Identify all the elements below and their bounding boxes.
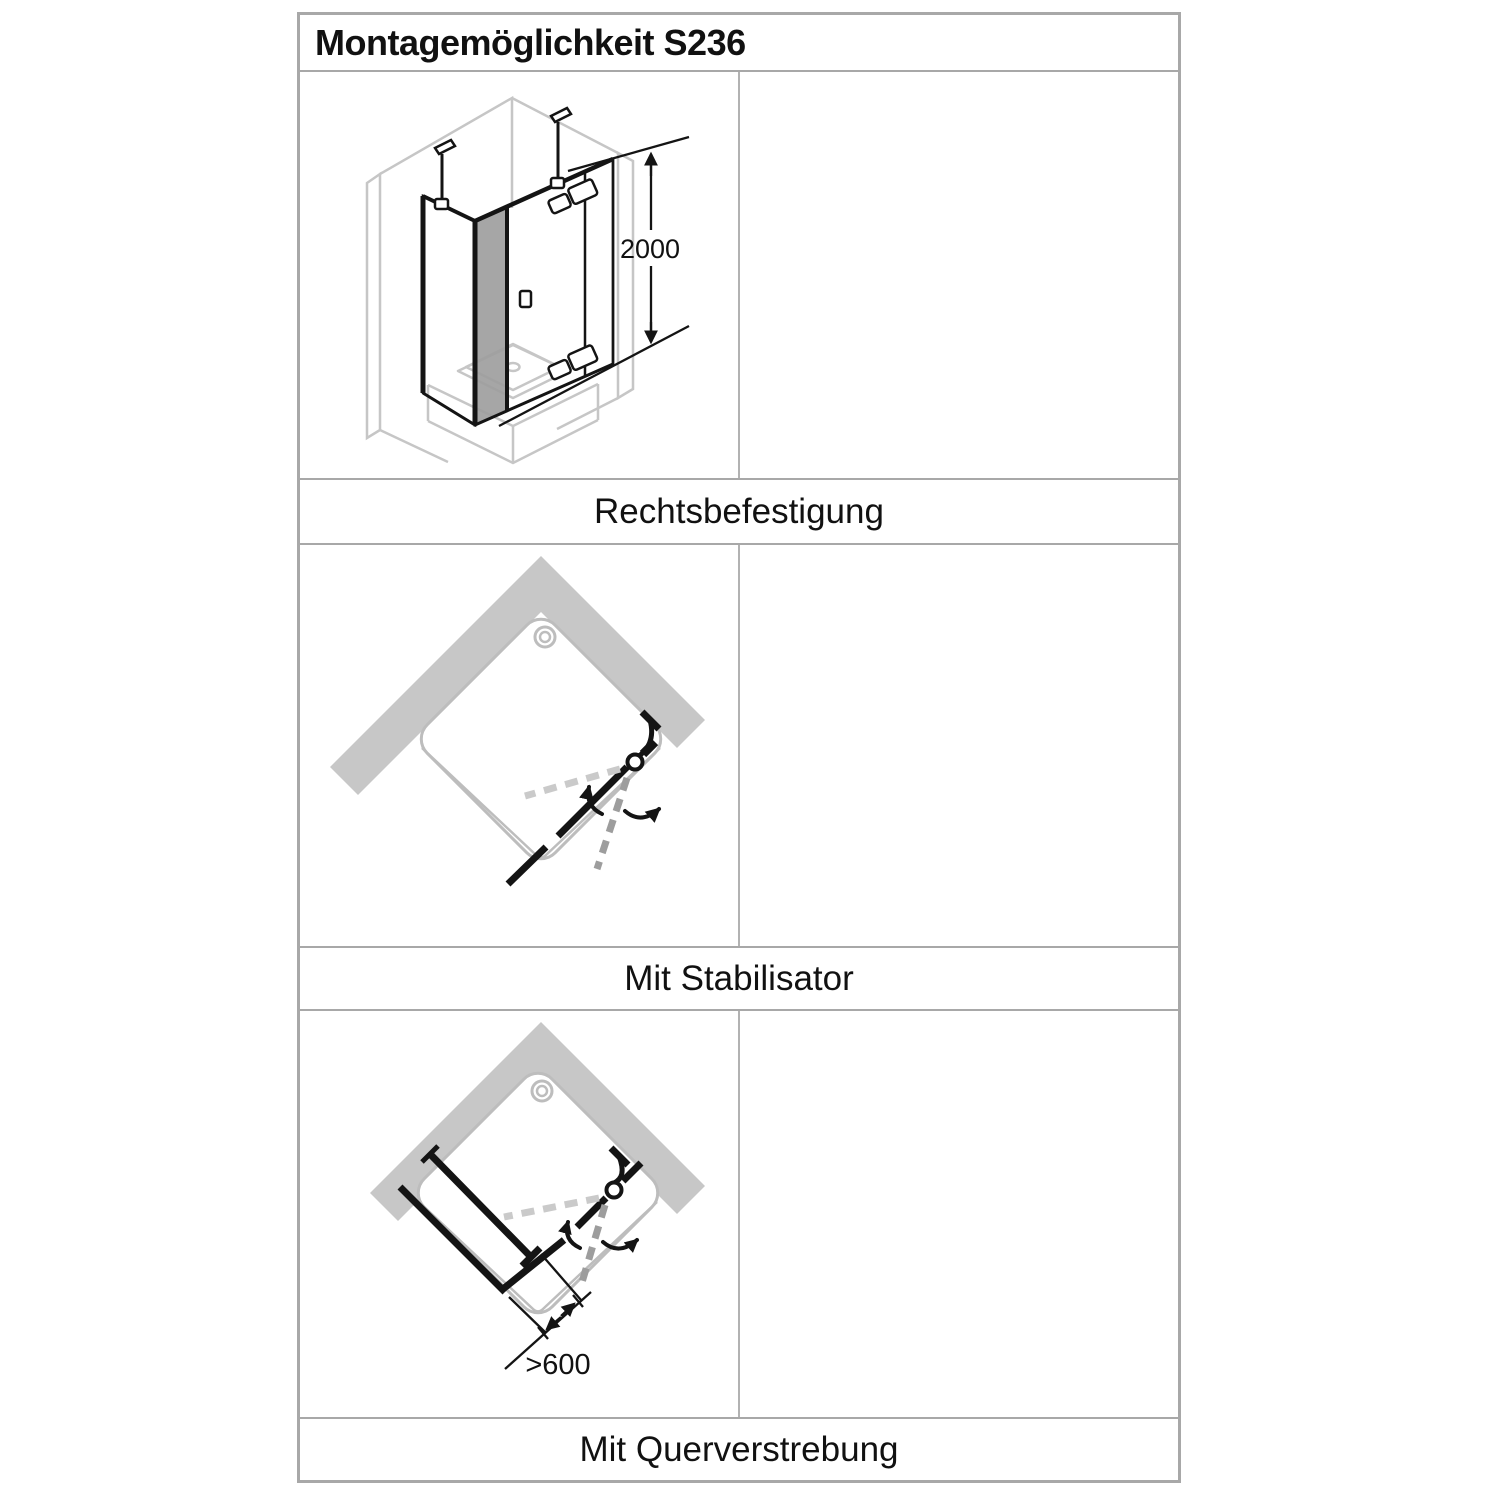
dimension-label-2000: 2000 [619, 234, 681, 264]
section-1-illustration-row [300, 72, 1178, 478]
section-1-caption-row [300, 478, 1178, 545]
caption-mit-querverstrebung: Mit Querverstrebung [579, 1429, 899, 1469]
dimension-label-600: >600 [525, 1349, 591, 1381]
column-divider [738, 1011, 740, 1417]
isometric-shower-diagram [300, 72, 738, 478]
door-pivot [607, 1183, 622, 1198]
column-divider [738, 72, 740, 478]
page-title: Montagemöglichkeit S236 [315, 21, 746, 63]
front-glass-door [475, 159, 613, 425]
section-3-illustration-row [300, 1011, 1178, 1417]
caption-rechtsbefestigung: Rechtsbefestigung [594, 491, 884, 531]
door-handle [520, 291, 531, 307]
section-2-caption-row [300, 946, 1178, 1011]
side-glass-panel [423, 196, 475, 425]
caption-mit-stabilisator: Mit Stabilisator [624, 958, 854, 998]
door-pivot [628, 755, 643, 770]
ceiling-support-rods [435, 108, 571, 209]
montage-table [297, 12, 1181, 1483]
shower-tray-top-view [410, 1065, 666, 1321]
title-row [300, 15, 1178, 72]
column-divider [738, 545, 740, 946]
top-view-crossbrace-diagram [300, 1011, 738, 1417]
swing-arrow-outward [625, 809, 659, 818]
section-2-illustration-row [300, 545, 1178, 946]
section-3-caption-row [300, 1417, 1178, 1480]
top-view-stabilizer-diagram [300, 545, 738, 946]
